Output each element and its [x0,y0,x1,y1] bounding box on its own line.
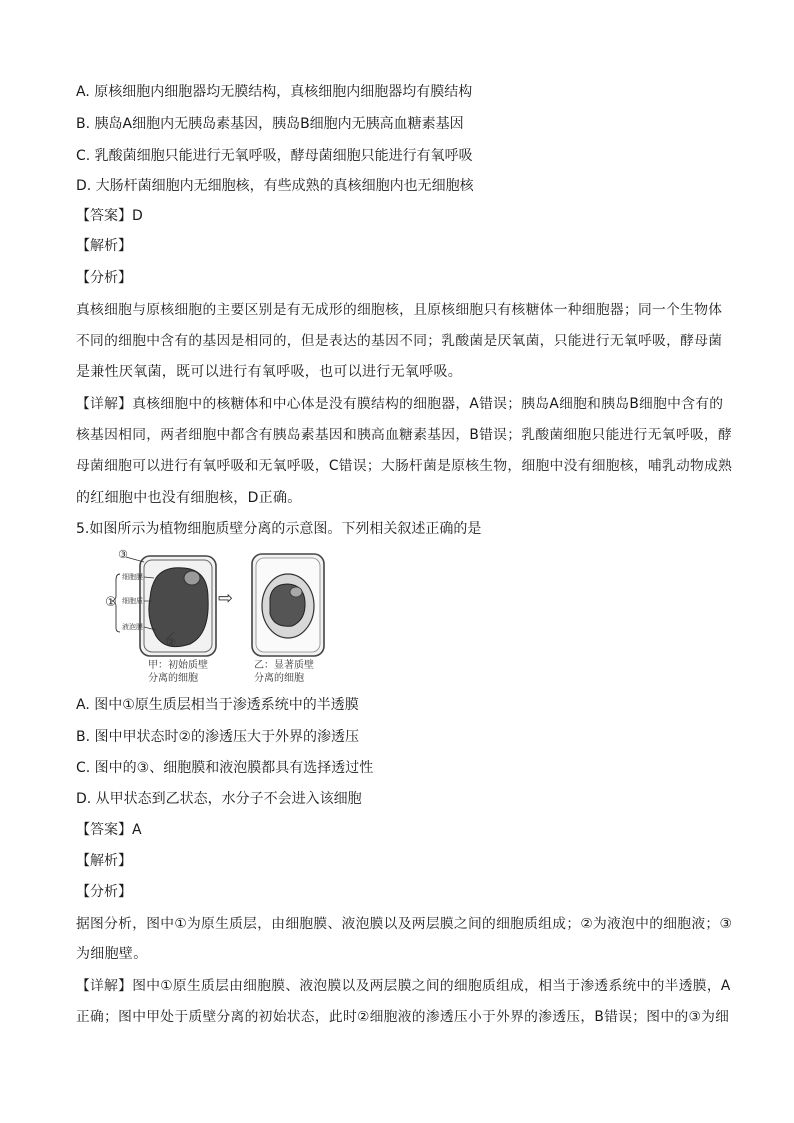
label-2: ② [166,636,176,649]
q5-detail-line: 正确；图中甲处于质壁分离的初始状态，此时②细胞液的渗透压小于外界的渗透压，B错误；图中的③为细 [76,1009,730,1025]
q4-detail-line: 的红细胞中也没有细胞核，D正确。 [76,490,302,506]
plasmolysis-figure [104,548,328,684]
q5-answer: 【答案】A [76,822,142,838]
q4-option-b: B. 胰岛A细胞内无胰岛素基因，胰岛B细胞内无胰高血糖素基因 [76,116,464,132]
q4-analysis-line: 不同的细胞中含有的基因是相同的，但是表达的基因不同；乳酸菌是厌氧菌，只能进行无氧呼吸，酵母菌 [76,333,723,349]
q4-answer: 【答案】D [76,208,143,224]
label-vacuole-membrane: 液泡膜 [122,623,143,631]
arrow-icon: ⇨ [218,588,234,609]
q5-fenxi-heading: 【分析】 [76,884,132,900]
q4-option-d: D. 大肠杆菌细胞内无细胞核，有些成熟的真核细胞内也无细胞核 [76,178,474,194]
q5-jiexi-heading: 【解析】 [76,853,132,869]
q4-analysis-line: 真核细胞与原核细胞的主要区别是有无成形的细胞核，且原核细胞只有核糖体一种细胞器；同一个生物体 [76,302,723,318]
label-3: ③ [118,548,128,561]
q4-fenxi-heading: 【分析】 [76,270,132,286]
q5-detail-line: 【详解】图中①原生质层由细胞膜、液泡膜以及两层膜之间的细胞质组成，相当于渗透系统中的半透膜，A [76,978,731,994]
q5-stem: 5.如图所示为植物细胞质壁分离的示意图。下列相关叙述正确的是 [76,521,482,537]
q4-analysis-line: 是兼性厌氧菌，既可以进行有氧呼吸，也可以进行无氧呼吸。 [76,364,463,380]
q5-option-b: B. 图中甲状态时②的渗透压大于外界的渗透压 [76,729,360,745]
caption-right-line2: 分离的细胞 [254,673,304,684]
label-1: ① [105,595,117,610]
q4-option-c: C. 乳酸菌细胞只能进行无氧呼吸，酵母菌细胞只能进行有氧呼吸 [76,148,473,164]
q5-option-a: A. 图中①原生质层相当于渗透系统中的半透膜 [76,697,359,713]
q4-detail-line: 核基因相同，两者细胞中都含有胰岛素基因和胰高血糖素基因，B错误；乳酸菌细胞只能进行无氧呼吸，酵 [76,427,733,443]
left-nucleus [184,571,200,585]
q4-jiexi-heading: 【解析】 [76,238,132,254]
right-nucleus [290,587,302,597]
q4-option-a: A. 原核细胞内细胞器均无膜结构，真核细胞内细胞器均有膜结构 [76,84,473,100]
caption-left-line2: 分离的细胞 [148,673,198,684]
caption-right-line1: 乙：显著质壁 [254,660,314,671]
q4-detail-line: 【详解】真核细胞中的核糖体和中心体是没有膜结构的细胞器，A错误；胰岛A细胞和胰岛B细胞中含有的 [76,396,724,412]
q5-option-c: C. 图中的③、细胞膜和液泡膜都具有选择透过性 [76,760,374,776]
q5-analysis-line: 为细胞壁。 [76,946,148,962]
label-cytoplasm: 细胞质 [122,597,143,605]
label-membrane: 细胞膜 [122,573,143,581]
q5-option-d: D. 从甲状态到乙状态，水分子不会进入该细胞 [76,791,362,807]
q4-detail-line: 母菌细胞可以进行有氧呼吸和无氧呼吸，C错误；大肠杆菌是原核生物，细胞中没有细胞核，哺乳动物成熟 [76,458,733,474]
caption-left-line1: 甲：初始质壁 [148,660,208,671]
q5-analysis-line: 据图分析，图中①为原生质层，由细胞膜、液泡膜以及两层膜之间的细胞质组成；②为液泡中的细胞液；③ [76,916,733,932]
